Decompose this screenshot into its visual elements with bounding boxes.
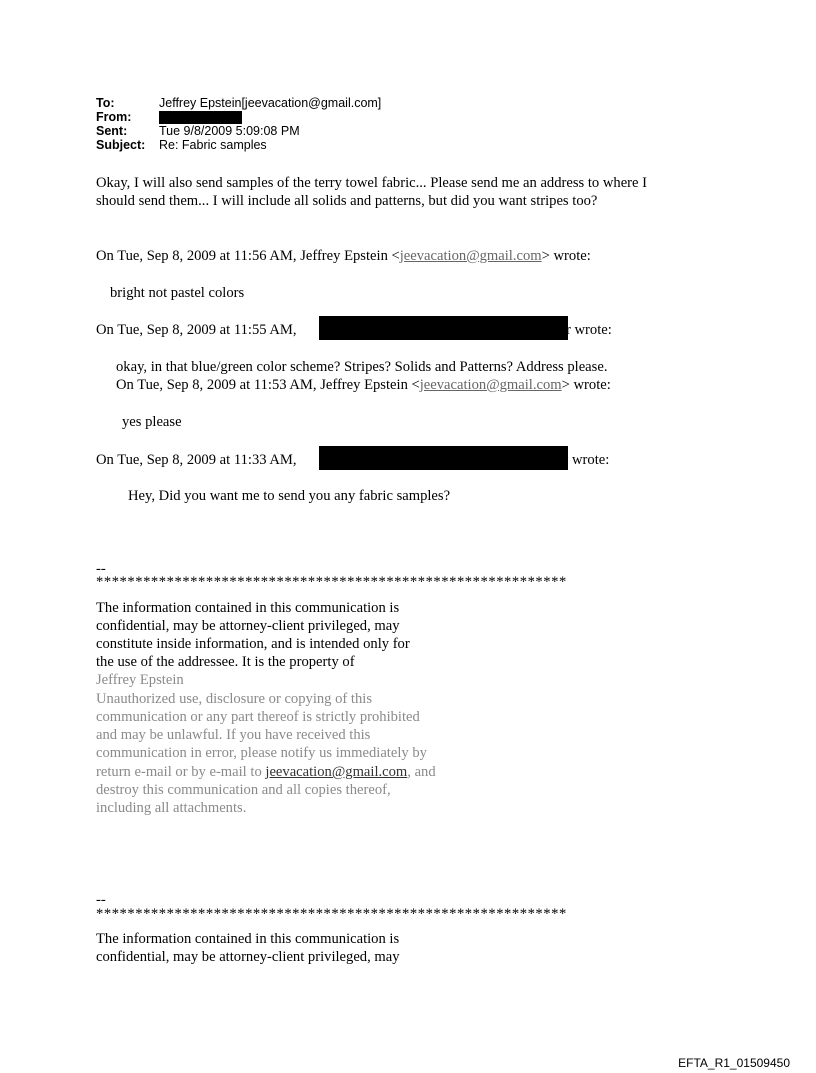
quote-2-body: okay, in that blue/green color scheme? Stripes? Solids and Patterns? Address please. [116, 359, 608, 375]
subject-value: Re: Fabric samples [159, 138, 267, 152]
footer-1-dash: -- [96, 561, 106, 577]
from-row [96, 110, 159, 124]
to-row [96, 96, 381, 110]
document-id: EFTA_R1_01509450 [678, 1056, 790, 1070]
quote-3-body: yes please [122, 414, 182, 430]
footer-1-line-2: confidential, may be attorney-client privileged, may [96, 618, 400, 634]
subject-row [96, 138, 267, 152]
footer-1-line-1: The information contained in this communication is [96, 600, 400, 616]
to-value: Jeffrey Epstein[jeevacation@gmail.com] [159, 96, 382, 110]
redaction-from [159, 111, 242, 124]
footer-1-gray-2: Unauthorized use, disclosure or copying of this [96, 691, 373, 707]
footer-1-gray-4: and may be unlawful. If you have received this [96, 727, 371, 743]
footer-2-line-2: confidential, may be attorney-client privileged, may [96, 949, 400, 965]
sent-row [96, 124, 300, 138]
footer-2-dash: -- [96, 892, 106, 908]
quote-4-post: wrote: [572, 452, 610, 468]
to-label: To: [96, 96, 115, 110]
quote-1-post: > wrote: [541, 248, 591, 264]
footer-1-gray-7: destroy this communication and all copies thereof, [96, 782, 391, 798]
sent-value: Tue 9/8/2009 5:09:08 PM [159, 124, 300, 138]
sent-label: Sent: [96, 124, 128, 138]
footer-1-gray-6-post: , and [407, 764, 436, 780]
footer-1-gray-8: including all attachments. [96, 800, 247, 816]
footer-2-stars: ************************************************************ [96, 906, 567, 922]
quote-3-post: > wrote: [561, 377, 611, 393]
subject-label: Subject: [96, 138, 146, 152]
from-label: From: [96, 110, 132, 124]
message-line-1: Okay, I will also send samples of the terry towel fabric... Please send me an address to where I [96, 175, 648, 191]
footer-1-gray-1: Jeffrey Epstein [96, 672, 184, 688]
quote-3-pre: On Tue, Sep 8, 2009 at 11:53 AM, Jeffrey Epstein < [116, 377, 420, 393]
quote-1-email-link[interactable]: jeevacation@gmail.com [399, 248, 542, 264]
footer-1-line-3: constitute inside information, and is intended only for [96, 636, 410, 652]
redaction-sender-1 [319, 316, 568, 340]
quote-1-pre: On Tue, Sep 8, 2009 at 11:56 AM, Jeffrey Epstein < [96, 248, 400, 264]
footer-1-email-link[interactable]: jeevacation@gmail.com [265, 764, 408, 780]
quote-1-header [96, 247, 591, 265]
quote-4-pre: On Tue, Sep 8, 2009 at 11:33 AM, [96, 452, 297, 468]
footer-1-gray-6-pre: return e-mail or by e-mail to [96, 764, 266, 780]
quote-3-email-link[interactable]: jeevacation@gmail.com [419, 377, 562, 393]
quote-3-header [116, 376, 611, 394]
redaction-sender-2 [319, 446, 568, 470]
footer-1-gray-3: communication or any part thereof is strictly prohibited [96, 709, 420, 725]
quote-1-body: bright not pastel colors [110, 285, 245, 301]
quote-4-body: Hey, Did you want me to send you any fabric samples? [128, 488, 451, 504]
message-line-2: should send them... I will include all solids and patterns, but did you want stripes too? [96, 193, 598, 209]
footer-1-gray-5: communication in error, please notify us immediately by [96, 745, 427, 761]
quote-2-pre: On Tue, Sep 8, 2009 at 11:55 AM, [96, 322, 297, 338]
quote-2-post: r wrote: [566, 322, 612, 338]
footer-1-gray-6 [96, 763, 436, 781]
footer-2-line-1: The information contained in this communication is [96, 931, 400, 947]
footer-1-line-4: the use of the addressee. It is the property of [96, 654, 355, 670]
footer-1-stars: ************************************************************ [96, 574, 567, 590]
